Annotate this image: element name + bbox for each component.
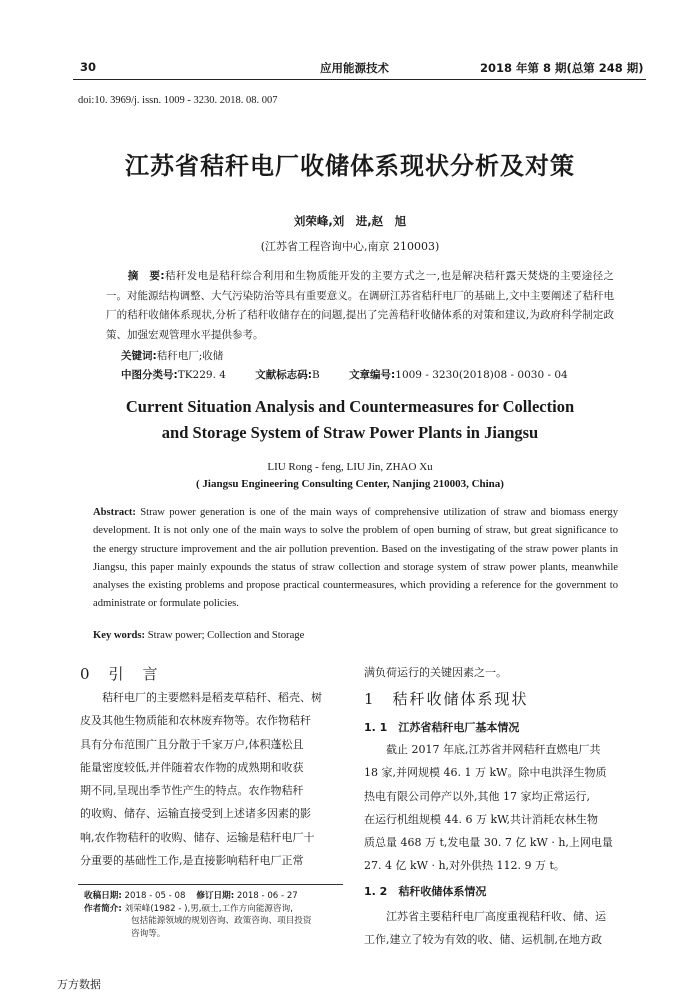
cn-article-value: 1009 - 3230(2018)08 - 0030 - 04 — [395, 369, 568, 381]
cn-authors: 刘荣峰,刘 进,赵 旭 — [293, 214, 407, 228]
cn-keywords-label: 关键词: — [121, 350, 157, 362]
footer-source: 万方数据 — [57, 978, 101, 991]
bio-label: 作者简介: — [84, 903, 122, 914]
bio-line: 刘荣峰(1982 - ),男,硕士,工作方向能源咨询, — [124, 903, 293, 914]
cn-abstract-text: 秸秆发电是秸秆综合利用和生物质能开发的主要方式之一,也是解决秸秆露天焚烧的主要途径之一。对能源结构调整、大气污染防治等具有重要意义。在调研江苏省秸秆电厂的基础上,文中主要阐述了秸秆电厂的秸秆收储体系现状,分析了秸秆收储存在的问题,提出了完善秸秆收储体系的对策和建议,为政府科学制定政策、加强宏观管理水平提供参考。 — [106, 270, 615, 341]
en-title — [0, 394, 700, 446]
right-line: 截止 2017 年底,江苏省并网秸秆直燃电厂共 — [364, 743, 601, 756]
cn-article-label: 文章编号: — [349, 369, 396, 381]
right-column-cont: 满负荷运行的关键因素之一。 — [364, 666, 507, 679]
footnote-rule — [78, 884, 343, 885]
cn-class-label: 中图分类号: — [121, 369, 178, 381]
cn-class-value: TK229. 4 — [177, 369, 226, 381]
journal-issue: 2018 年第 8 期(总第 248 期) — [480, 61, 644, 75]
en-authors: LIU Rong - feng, LIU Jin, ZHAO Xu — [267, 461, 433, 473]
left-line: 皮及其他生物质能和农林废弃物等。农作物秸秆 — [80, 714, 311, 728]
en-abstract-label: Abstract: — [93, 507, 136, 518]
cn-keywords-text: 秸秆电厂;收储 — [156, 350, 224, 362]
left-line: 分重要的基础性工作,是直接影响秸秆电厂正常 — [80, 854, 304, 868]
section-0-heading: 0 引 言 — [80, 665, 160, 683]
left-line: 能量密度较低,并伴随着农作物的成熟期和收获 — [80, 760, 304, 774]
cn-doc-label: 文献标志码: — [255, 369, 312, 381]
received-date: 2018 - 05 - 08 — [124, 891, 186, 901]
right-line: 热电有限公司停产以外,其他 17 家均正常运行, — [364, 789, 590, 803]
left-line: 期不同,呈现出季节性产生的特点。农作物秸秆 — [80, 784, 304, 798]
subsection-1-1-heading: 1. 1 江苏省秸秆电厂基本情况 — [364, 721, 520, 734]
received-label: 收稿日期: — [84, 891, 122, 901]
cn-affiliation: (江苏省工程咨询中心,南京 210003) — [260, 240, 440, 253]
subsection-1-2-heading: 1. 2 秸秆收储体系情况 — [364, 885, 487, 898]
revised-label: 修订日期: — [196, 891, 235, 901]
subsection-1-1-body — [364, 738, 634, 878]
journal-name: 应用能源技术 — [320, 61, 389, 75]
en-abstract — [93, 504, 618, 614]
right-line: 工作,建立了较为有效的收、储、运机制,在地方政 — [364, 933, 602, 947]
left-line: 具有分布范围广且分散于千家万户,体积蓬松且 — [80, 737, 304, 751]
en-title-line1: Current Situation Analysis and Countermeasures for Collection — [125, 397, 575, 416]
en-title-line2: and Storage System of Straw Power Plants in Jiangsu — [161, 423, 539, 442]
right-line: 江苏省主要秸秆电厂高度重视秸秆收、储、运 — [364, 910, 606, 923]
left-column-body — [80, 686, 348, 872]
cn-abstract — [106, 267, 614, 345]
footnote — [84, 890, 354, 940]
cn-doc-value: B — [312, 369, 320, 381]
revised-date: 2018 - 06 - 27 — [236, 891, 298, 901]
en-affiliation: ( Jiangsu Engineering Consulting Center, Nanjing 210003, China) — [196, 478, 504, 490]
page-number: 30 — [80, 60, 97, 74]
cn-title: 江苏省秸秆电厂收储体系现状分析及对策 — [125, 151, 575, 180]
left-line: 的收购、储存、运输直接受到上述诸多因素的影 — [80, 807, 311, 821]
right-line: 18 家,并网规模 46. 1 万 kW。除中电洪泽生物质 — [364, 766, 607, 780]
header-rule — [73, 79, 646, 80]
subsection-1-2-body — [364, 905, 634, 952]
cn-classification — [121, 367, 621, 382]
bio-line: 包括能源领域的规划咨询、政策咨询、项目投资 — [131, 916, 312, 926]
en-abstract-text: Straw power generation is one of the main ways of comprehensive utilization of straw and biomass energy development. It is not only one of the main ways to solve the problem of open burning of straw, but great significance to the energy structure improvement and the air pollution prevention. Based on the investigating of the straw power plants in Jiangsu, this paper mainly expounds the status of straw collection and storage system of straw power plants, meanwhile analyses the existing problems and propose practical countermeasures, which providing a reference for the government to administrate or formulate policies. — [93, 507, 618, 610]
left-line: 响,农作物秸秆的收购、储存、运输是秸秆电厂十 — [80, 830, 315, 844]
section-1-heading: 1 秸秆收储体系现状 — [364, 690, 529, 708]
right-line: 在运行机组规模 44. 6 万 kW,共计消耗农林生物 — [364, 812, 599, 826]
cn-keywords — [121, 348, 223, 363]
left-line: 秸秆电厂的主要燃料是稻麦草秸秆、稻壳、树 — [80, 691, 322, 704]
bio-line: 咨询等。 — [131, 928, 166, 939]
cn-abstract-label: 摘 要: — [127, 270, 165, 282]
en-keywords — [93, 630, 304, 641]
en-keywords-text: Straw power; Collection and Storage — [147, 630, 305, 641]
right-line: 质总量 468 万 t,发电量 30. 7 亿 kW · h,上网电量 — [364, 836, 613, 850]
doi: doi:10. 3969/j. issn. 1009 - 3230. 2018. 08. 007 — [78, 95, 278, 106]
right-line: 27. 4 亿 kW · h,对外供热 112. 9 万 t。 — [364, 859, 565, 873]
en-keywords-label: Key words: — [93, 630, 146, 641]
